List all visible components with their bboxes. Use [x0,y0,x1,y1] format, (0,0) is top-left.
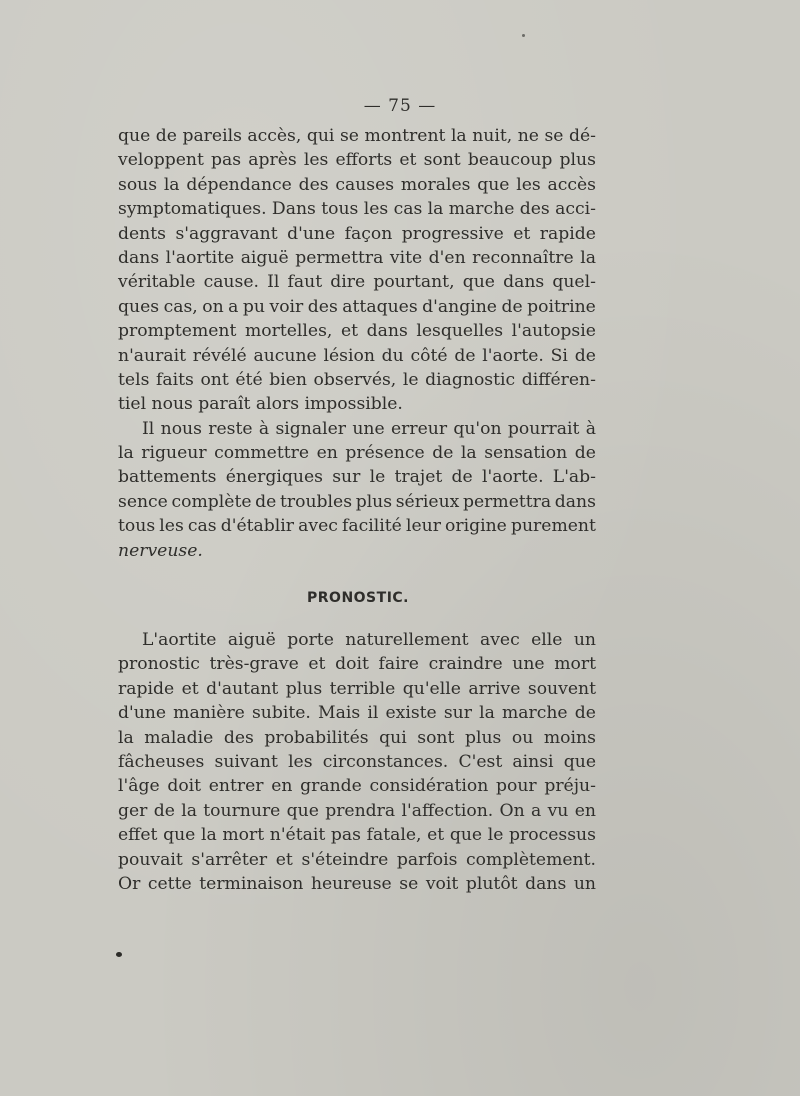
word: dans [554,491,596,512]
word: pour [496,776,537,797]
word: une [512,654,545,675]
word: que [449,825,483,846]
text-line [118,628,596,652]
word: a [531,800,542,821]
text-line [118,295,596,319]
word: fatale, [366,825,422,846]
word: et [513,223,531,244]
word: promptement [118,321,237,342]
word: pas [211,150,242,171]
text-line [118,677,596,701]
word: d'une [287,223,336,244]
word: heureuse [310,873,392,894]
word: origine [445,516,507,537]
word: n'aurait [118,345,186,366]
word: qui [306,126,335,146]
word: efforts [335,150,393,171]
word: trajet [394,467,443,488]
word: à [258,418,270,439]
word: énergiques [225,467,323,488]
word: montrent [364,126,446,146]
word: cas [187,516,217,537]
word: marche [448,199,515,220]
word: ainsi [512,751,554,772]
word: que [477,174,510,195]
word: des [519,199,550,220]
word: de [451,467,473,488]
text-line [118,368,596,392]
text-line [118,514,596,538]
word: avec [298,516,338,537]
word: très-grave [209,654,299,675]
word: pas [330,825,361,846]
italic-word: nerveuse. [118,540,203,561]
word: et [308,654,326,675]
word: qu'elle [402,678,461,699]
word: pareils [182,126,242,146]
word: que [563,751,596,772]
word: nous [160,418,202,439]
word: de [255,491,277,512]
word: faire [378,654,419,675]
word: l'autopsie [511,321,596,342]
word: véritable [118,272,196,293]
word: On [499,800,525,821]
word: en [271,776,293,797]
word: de [574,345,596,366]
word: terrible [329,678,396,699]
word: s'arrêter [191,849,268,870]
word: reste [208,418,253,439]
word: purement [510,516,596,537]
word: différen- [521,369,596,390]
section-heading: PRONOSTIC. [307,590,409,606]
word: aiguë [240,247,289,268]
word: complète [171,491,252,512]
word: on [202,296,224,317]
word: sont [417,727,455,748]
word: que [118,126,151,146]
word: Dans [271,199,316,220]
word: elle [531,630,563,650]
word: sont [423,150,461,171]
text-line [118,246,596,270]
word: faits [156,369,194,390]
word: la [181,800,197,821]
text-line [118,148,596,172]
word: que [163,825,196,846]
word: erreur [390,418,448,439]
word: de [574,703,596,724]
word: causes [335,174,395,195]
word: permettra [295,247,384,268]
text-line [118,465,596,489]
word: dans [503,272,545,293]
word: des [298,174,329,195]
word: cause. [203,272,259,293]
word: complètement. [466,849,596,870]
word: et [399,150,417,171]
word: des [307,296,338,317]
word: un [573,873,596,894]
word: doit [335,654,369,675]
word: nuit, [472,126,513,146]
text-line [118,222,596,246]
word: diagnostic [425,369,516,390]
text-line: tiel nous paraît alors impossible. [118,394,403,415]
word: observés, [313,369,397,390]
word: accès, [247,126,302,146]
word: et [427,825,445,846]
word: l'aortite [165,247,235,268]
word: du [381,345,404,366]
word: symptomatiques. [118,199,267,220]
word: la [118,443,134,464]
word: à [585,418,596,439]
word: le [369,467,386,488]
word: manière [173,703,245,724]
text-line [118,872,596,896]
word: d'établir [220,516,294,537]
word: bien [269,369,307,390]
word: morales [400,174,471,195]
word: accès [547,174,596,195]
word: ne [517,126,539,146]
word: Mais [318,703,361,724]
word: les [303,150,329,171]
word: vite [389,247,423,268]
word: de [574,443,596,464]
word: plus [355,491,393,512]
word: d'autant [206,678,279,699]
word: existe [385,703,437,724]
word: L'aortite [142,630,217,650]
word: voit [425,873,459,894]
word: dents [118,223,166,244]
text-line [118,774,596,798]
word: façon [344,223,393,244]
word: dans [118,247,160,268]
word: les [516,174,541,195]
word: Il [267,272,280,293]
word: d'une [118,703,167,724]
word: subite. [251,703,311,724]
word: le [487,825,504,846]
ink-speck [116,952,122,957]
word: dans [366,321,408,342]
word: troubles [280,491,353,512]
word: la [479,703,495,724]
word: dépendance [186,174,292,195]
word: en [574,800,596,821]
word: tournure [203,800,281,821]
word: s'éteindre [301,849,389,870]
word: dans [525,873,567,894]
word: l'affection. [401,800,494,821]
word: plus [285,678,323,699]
word: l'âge [118,776,160,797]
word: dire [330,272,366,293]
word: reconnaître [472,247,574,268]
word: été [235,369,263,390]
word: lésion [323,345,375,366]
text-line [118,823,596,847]
word: rapide [539,223,596,244]
word: la [427,199,444,220]
word: se [399,873,419,894]
word: leur [405,516,441,537]
word: ques [118,296,160,317]
word: quel- [552,272,596,293]
word: d'en [428,247,466,268]
word: progressive [401,223,504,244]
word: plus [464,727,502,748]
word: L'ab- [552,467,596,488]
word: faut [287,272,323,293]
word: arrive [468,678,521,699]
word: la [460,443,477,464]
word: des [223,727,254,748]
word: sous [118,174,158,195]
word: marche [501,703,568,724]
word: probabilités [264,727,369,748]
word: dé- [568,126,596,146]
word: rigueur [141,443,207,464]
word: d'angine [422,296,497,317]
word: tous [321,199,359,220]
word: cas, [163,296,198,317]
word: pourtant, [373,272,455,293]
word: battements [118,467,217,488]
word: l'aorte. [481,467,544,488]
word: vu [547,800,569,821]
word: effet [118,825,158,846]
word: après [248,150,297,171]
text-line [118,124,596,148]
word: a [228,296,239,317]
word: une [352,418,385,439]
word: sur [332,467,361,488]
word: aucune [253,345,317,366]
word: porte [287,630,334,650]
word: sérieux [395,491,460,512]
word: circonstances. [322,751,449,772]
text-line [118,344,596,368]
body-text-upper [118,124,596,563]
ink-speck [522,34,525,37]
text-line [118,197,596,221]
word: terminaison [199,873,304,894]
word: ont [200,369,229,390]
word: qui [379,727,407,748]
word: plutôt [465,873,518,894]
word: la [450,126,467,146]
word: tels [118,369,150,390]
word: naturellement [345,630,469,650]
word: rapide [118,678,175,699]
text-line [118,417,596,441]
word: l'aorte. [482,345,544,366]
word: pu [242,296,265,317]
word: que [286,800,319,821]
word: qu'on [453,418,502,439]
word: un [573,630,596,650]
word: cas [393,199,423,220]
word: la [200,825,217,846]
text-line [118,319,596,343]
word: de [153,800,175,821]
word: les [159,516,184,537]
word: prendra [325,800,396,821]
word: la [580,247,596,268]
text-line [118,799,596,823]
word: Si [550,345,568,366]
text-line [118,652,596,676]
word: ger [118,800,148,821]
word: s'aggravant [175,223,278,244]
word: suivant [214,751,278,772]
word: mort [222,825,265,846]
word: de [454,345,476,366]
word: ou [511,727,534,748]
word: Or [118,873,141,894]
word: tous [118,516,156,537]
word: souvent [527,678,596,699]
word: que [462,272,495,293]
word: veloppent [118,150,204,171]
word: parfois [396,849,458,870]
word: acci- [555,199,596,220]
word: aiguë [227,630,276,650]
word: il [367,703,379,724]
word: de [432,443,454,464]
word: n'était [269,825,326,846]
word: la [163,174,180,195]
word: C'est [458,751,503,772]
word: mort [554,654,596,675]
word: en [316,443,338,464]
word: les [363,199,389,220]
word: attaques [342,296,418,317]
word: permettra [463,491,552,512]
word: poitrine [527,296,596,317]
word: grande [300,776,362,797]
page-number: — 75 — [363,96,437,116]
word: considération [369,776,489,797]
word: beaucoup [467,150,553,171]
word: pouvait [118,849,183,870]
text-line [118,441,596,465]
word: révélé [192,345,247,366]
word: voir [269,296,304,317]
word: signaler [275,418,346,439]
word: se [339,126,359,146]
word: sensation [484,443,568,464]
word: et [181,678,199,699]
word: le [402,369,419,390]
word: préju- [544,776,596,797]
word: fâcheuses [118,751,205,772]
word: pronostic [118,654,200,675]
text-line [118,848,596,872]
word: cette [147,873,192,894]
word: de [155,126,177,146]
word: les [288,751,313,772]
word: mortelles, [244,321,333,342]
text-line-italic [118,539,596,563]
word: commettre [214,443,310,464]
word: présence [345,443,425,464]
word: côté [410,345,448,366]
word: lesquelles [416,321,504,342]
word: sence [118,491,168,512]
word: se [544,126,564,146]
word: plus [559,150,596,171]
word: pourrait [507,418,580,439]
word: processus [509,825,596,846]
word: moins [543,727,596,748]
text-line [118,726,596,750]
word: avec [479,630,520,650]
word: craindre [428,654,503,675]
word: Il [142,418,155,439]
body-text-lower [118,628,596,896]
word: et [275,849,293,870]
word: de [501,296,523,317]
word: la [118,727,134,748]
text-line [118,750,596,774]
text-line [118,490,596,514]
text-line [118,173,596,197]
word: doit [167,776,202,797]
word: entrer [208,776,264,797]
word: sur [443,703,472,724]
word: maladie [144,727,214,748]
word: et [340,321,359,342]
word: facilité [342,516,402,537]
text-line [118,701,596,725]
text-line [118,270,596,294]
